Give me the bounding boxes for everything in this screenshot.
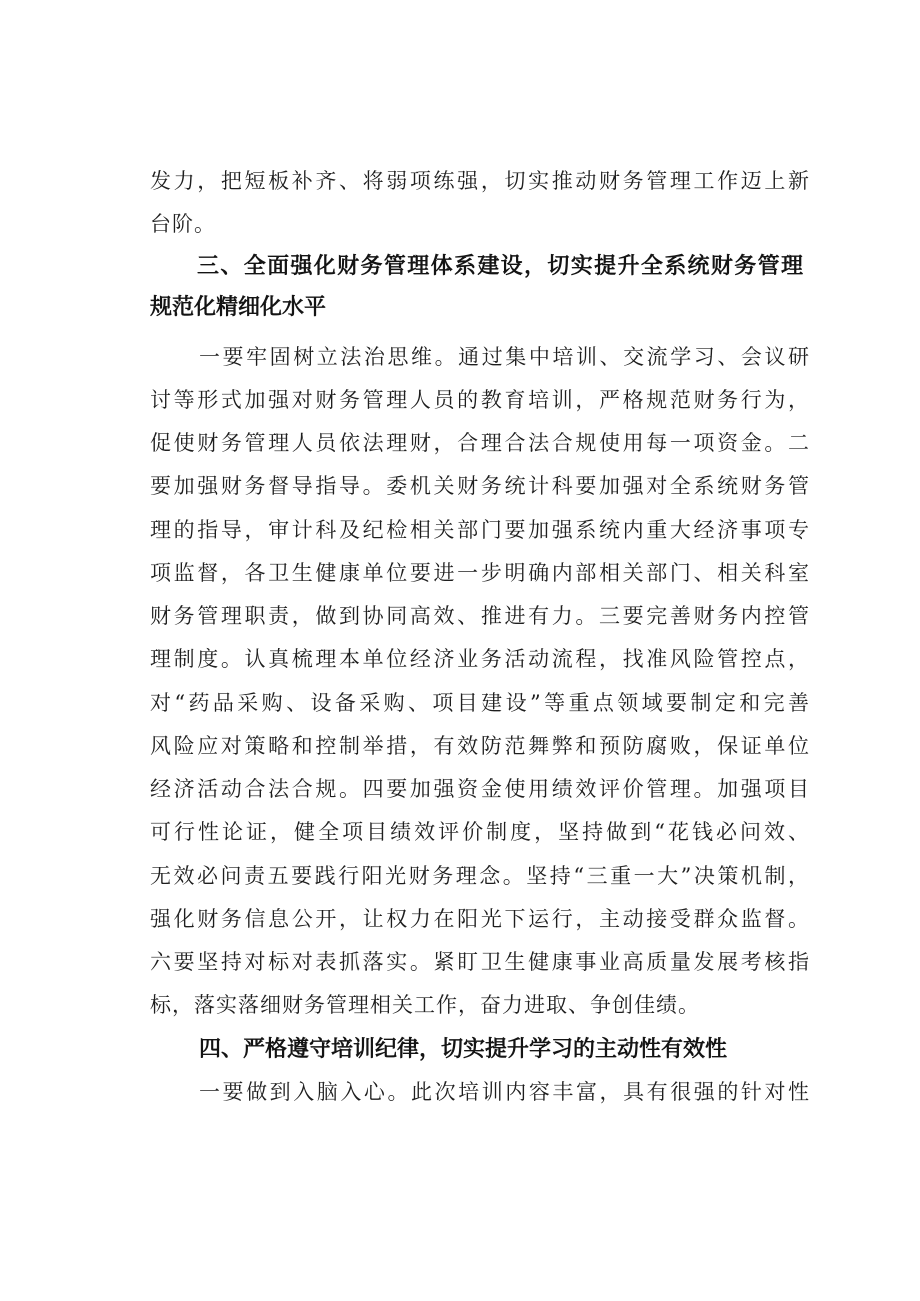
paragraph-line: 风险应对策略和控制举措，有效防范舞弊和预防腐败，保证单位 xyxy=(150,734,810,758)
paragraph-line: 无效必问责五要践行阳光财务理念。坚持“三重一大”决策机制， xyxy=(150,864,810,888)
paragraph-line: 一要牢固树立法治思维。通过集中培训、交流学习、会议研 xyxy=(199,345,810,369)
paragraph-line: 对“药品采购、设备采购、项目建设”等重点领域要制定和完善 xyxy=(150,691,810,715)
paragraph-line: 财务管理职责，做到协同高效、推进有力。三要完善财务内控管 xyxy=(150,604,810,628)
paragraph-line: 发力，把短板补齐、将弱项练强，切实推动财务管理工作迈上新 xyxy=(150,169,810,193)
paragraph-line: 经济活动合法合规。四要加强资金使用绩效评价管理。加强项目 xyxy=(150,777,810,801)
section-heading: 四、严格遵守培训纪律，切实提升学习的主动性有效性 xyxy=(199,1037,728,1062)
paragraph-line: 标，落实落细财务管理相关工作，奋力进取、争创佳绩。 xyxy=(150,993,700,1017)
paragraph-line: 讨等形式加强对财务管理人员的教育培训，严格规范财务行为， xyxy=(150,388,810,412)
section-heading: 规范化精细化水平 xyxy=(150,295,327,320)
paragraph-line: 项监督，各卫生健康单位要进一步明确内部相关部门、相关科室 xyxy=(150,561,810,585)
paragraph-line: 理的指导，审计科及纪检相关部门要加强系统内重大经济事项专 xyxy=(150,518,810,542)
paragraph-line: 要加强财务督导指导。委机关财务统计科要加强对全系统财务管 xyxy=(150,474,810,498)
section-heading: 三、全面强化财务管理体系建设，切实提升全系统财务管理 xyxy=(197,254,803,279)
paragraph-line: 可行性论证，健全项目绩效评价制度，坚持做到“花钱必问效、 xyxy=(150,820,810,844)
paragraph-line: 促使财务管理人员依法理财，合理合法合规使用每一项资金。二 xyxy=(150,431,810,455)
paragraph-line: 台阶。 xyxy=(150,212,216,236)
paragraph-line: 强化财务信息公开，让权力在阳光下运行，主动接受群众监督。 xyxy=(150,907,810,931)
paragraph-line: 一要做到入脑入心。此次培训内容丰富，具有很强的针对性 xyxy=(199,1080,810,1104)
paragraph-line: 理制度。认真梳理本单位经济业务活动流程，找准风险管控点， xyxy=(150,647,810,671)
paragraph-line: 六要坚持对标对表抓落实。紧盯卫生健康事业高质量发展考核指 xyxy=(150,950,810,974)
